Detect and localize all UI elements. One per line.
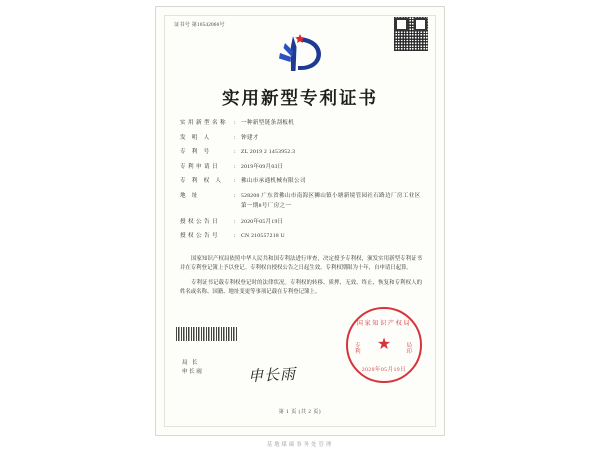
- field-colon: :: [234, 193, 236, 200]
- field-colon: :: [234, 120, 236, 126]
- field-label: 授权公告日: [180, 218, 220, 225]
- seal-left-text: 专利: [355, 343, 362, 356]
- seal-right-text: 局印: [406, 343, 413, 356]
- field-row: [180, 177, 422, 185]
- field-value: 528200 广东省佛山市南海区狮山镇小塘新境管园社石路边厂房工业区第一期8号厂房之一: [241, 193, 421, 209]
- page-title: 实用新型专利证书: [222, 89, 378, 109]
- field-value: CN 210557218 U: [241, 233, 285, 240]
- director-title: 局 长: [182, 360, 200, 367]
- paragraph: 专利证书记载专利权登记时的法律状况。专利权的转移、质押、无效、终止、恢复和专利权人的姓名或名称、国籍、地址变更等事项记载在专利登记簿上。: [180, 279, 422, 296]
- star-icon: ★: [376, 336, 392, 353]
- field-label: 实用新型名称: [180, 120, 228, 126]
- seal-top-text: 国家知识产权局: [356, 320, 412, 327]
- field-label: 地 址: [180, 193, 200, 200]
- field-row: [180, 163, 422, 171]
- page-footer: 第 1 页 (共 2 页): [278, 410, 322, 415]
- patent-emblem-icon: [271, 33, 329, 79]
- field-row: [180, 134, 422, 142]
- patent-certificate: [155, 6, 445, 436]
- certificate-fields: [180, 119, 422, 247]
- certificate-body-text: [180, 255, 422, 303]
- field-value: 佛山市承通机械有限公司: [241, 178, 306, 185]
- left-margin: [0, 0, 155, 450]
- barcode-icon: [176, 327, 238, 341]
- field-value: ZL 2019 2 1453952.3: [241, 149, 296, 156]
- field-colon: :: [234, 134, 236, 141]
- field-colon: :: [234, 233, 236, 240]
- handwritten-signature: 申长雨: [247, 364, 297, 386]
- field-value: 2020年05月19日: [241, 218, 284, 225]
- field-row: [180, 218, 422, 226]
- field-colon: :: [234, 218, 236, 225]
- field-value: 钟建才: [241, 134, 259, 141]
- field-value: 一种新型链条刮板机: [241, 120, 295, 126]
- field-label: 专 利 号: [180, 149, 212, 156]
- field-label: 发 明 人: [180, 134, 212, 141]
- field-row: [180, 148, 422, 156]
- field-colon: :: [234, 163, 236, 170]
- paragraph: 国家知识产权局依照中华人民共和国专利法进行审查，决定授予专利权，颁发实用新型专利证书并在专利登记簿上予以登记。专利权自授权公告之日起生效。专利权期限为十年，自申请日起算。: [180, 256, 422, 272]
- field-row: [180, 119, 422, 127]
- field-label: 专利申请日: [180, 163, 220, 170]
- certificate-number: 证书号 第10542066号: [174, 22, 225, 28]
- right-margin: [445, 0, 600, 450]
- field-label: 专 利 权 人: [180, 178, 224, 185]
- watermark-text: 基地煤碳事务处管理: [266, 442, 334, 448]
- qr-code-icon: [394, 17, 428, 51]
- field-colon: :: [234, 178, 236, 185]
- field-row: [180, 232, 422, 240]
- director-name: 申长雨: [182, 369, 204, 376]
- official-seal: [346, 307, 422, 383]
- seal-date-text: 2020年05月19日: [361, 367, 407, 373]
- field-label: 授权公告号: [180, 233, 220, 240]
- field-value: 2019年09月03日: [241, 163, 284, 170]
- field-row-address: [180, 192, 422, 211]
- director-label: [182, 359, 203, 377]
- field-colon: :: [234, 149, 236, 156]
